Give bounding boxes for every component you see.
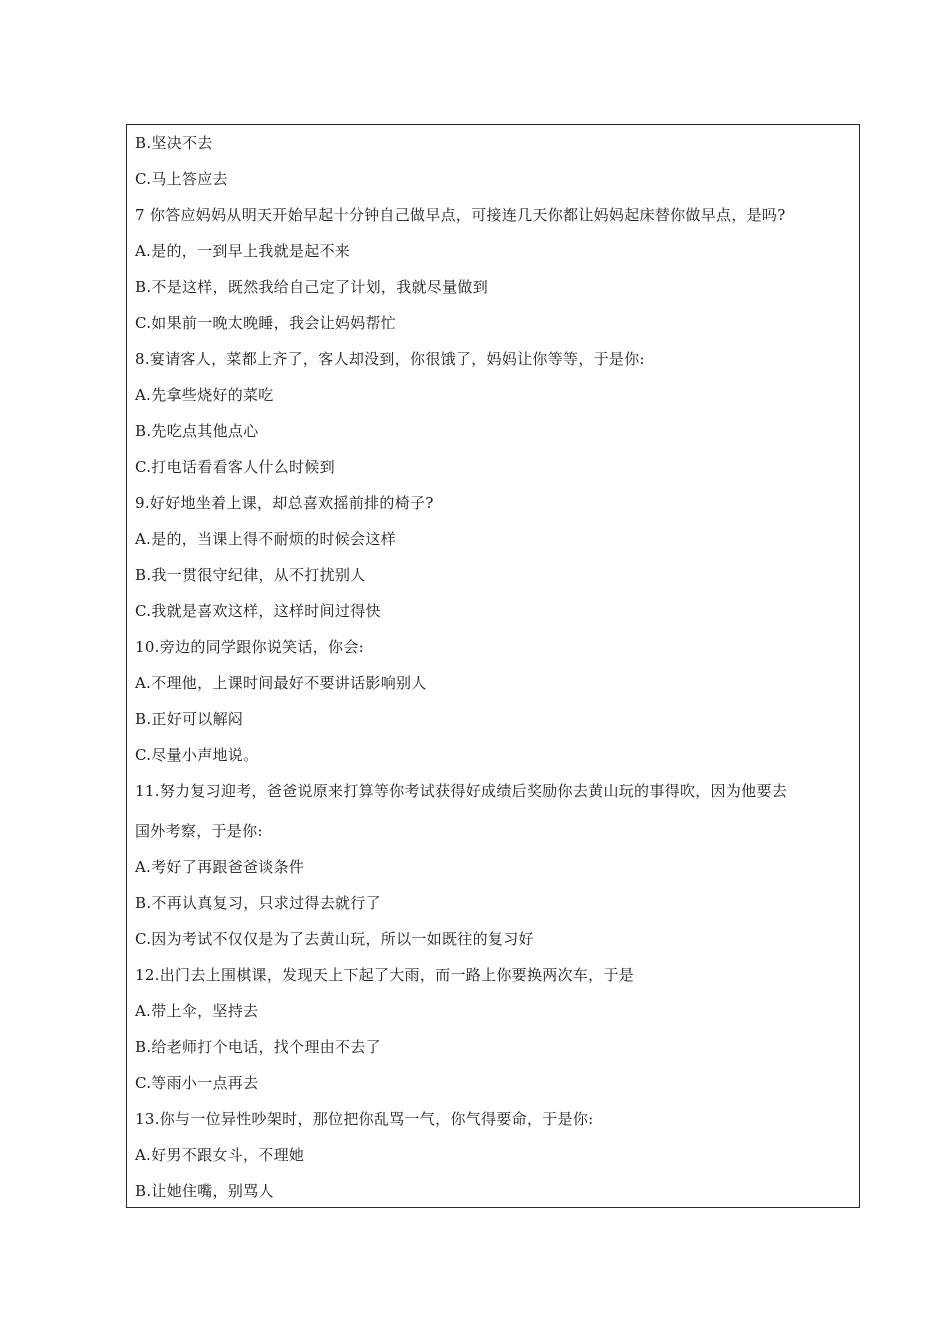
- option-line: C.我就是喜欢这样，这样时间过得快: [135, 602, 381, 620]
- option-line: A.好男不跟女斗，不理她: [135, 1146, 305, 1164]
- option-line: C.尽量小声地说。: [135, 746, 259, 764]
- option-line: A.考好了再跟爸爸谈条件: [135, 858, 305, 876]
- option-line: B.不是这样，既然我给自己定了计划，我就尽量做到: [135, 278, 488, 296]
- option-line: B.我一贯很守纪律，从不打扰别人: [135, 566, 366, 584]
- option-line: C.如果前一晚太晚睡，我会让妈妈帮忙: [135, 314, 397, 332]
- question-line: 7 你答应妈妈从明天开始早起十分钟自己做早点，可接连几天你都让妈妈起床替你做早点，是吗?: [135, 206, 786, 224]
- question-line: 8.宴请客人，菜都上齐了，客人却没到，你很饿了，妈妈让你等等，于是你:: [135, 350, 645, 368]
- option-line: B.给老师打个电话，找个理由不去了: [135, 1038, 381, 1056]
- option-line: C.因为考试不仅仅是为了去黄山玩，所以一如既往的复习好: [135, 930, 534, 948]
- question-line: 10.旁边的同学跟你说笑话，你会:: [135, 638, 365, 656]
- text-line: B.坚决不去: [135, 134, 213, 152]
- question-list: [135, 129, 851, 1213]
- option-line: A.是的，当课上得不耐烦的时候会这样: [135, 530, 397, 548]
- question-line: 9.好好地坐着上课，却总喜欢摇前排的椅子?: [135, 494, 434, 512]
- text-line: C.马上答应去: [135, 170, 228, 188]
- question-line: 11.努力复习迎考，爸爸说原来打算等你考试获得好成绩后奖励你去黄山玩的事得吹，因为他要去: [135, 782, 788, 800]
- option-line: A.先拿些烧好的菜吃: [135, 386, 274, 404]
- option-line: B.不再认真复习，只求过得去就行了: [135, 894, 381, 912]
- question-line-continued: 国外考察，于是你:: [135, 822, 263, 840]
- question-line: 12.出门去上围棋课，发现天上下起了大雨，而一路上你要换两次车，于是: [135, 966, 635, 984]
- option-line: B.正好可以解闷: [135, 710, 244, 728]
- option-line: A.不理他，上课时间最好不要讲话影响别人: [135, 674, 427, 692]
- option-line: B.先吃点其他点心: [135, 422, 259, 440]
- option-line: B.让她住嘴，别骂人: [135, 1182, 274, 1200]
- option-line: A.是的，一到早上我就是起不来: [135, 242, 351, 260]
- question-line: 13.你与一位异性吵架时，那位把你乱骂一气，你气得要命，于是你:: [135, 1110, 594, 1128]
- option-line: C.打电话看看客人什么时候到: [135, 458, 335, 476]
- question-box: [126, 124, 860, 1208]
- option-line: C.等雨小一点再去: [135, 1074, 259, 1092]
- option-line: A.带上伞，坚持去: [135, 1002, 259, 1020]
